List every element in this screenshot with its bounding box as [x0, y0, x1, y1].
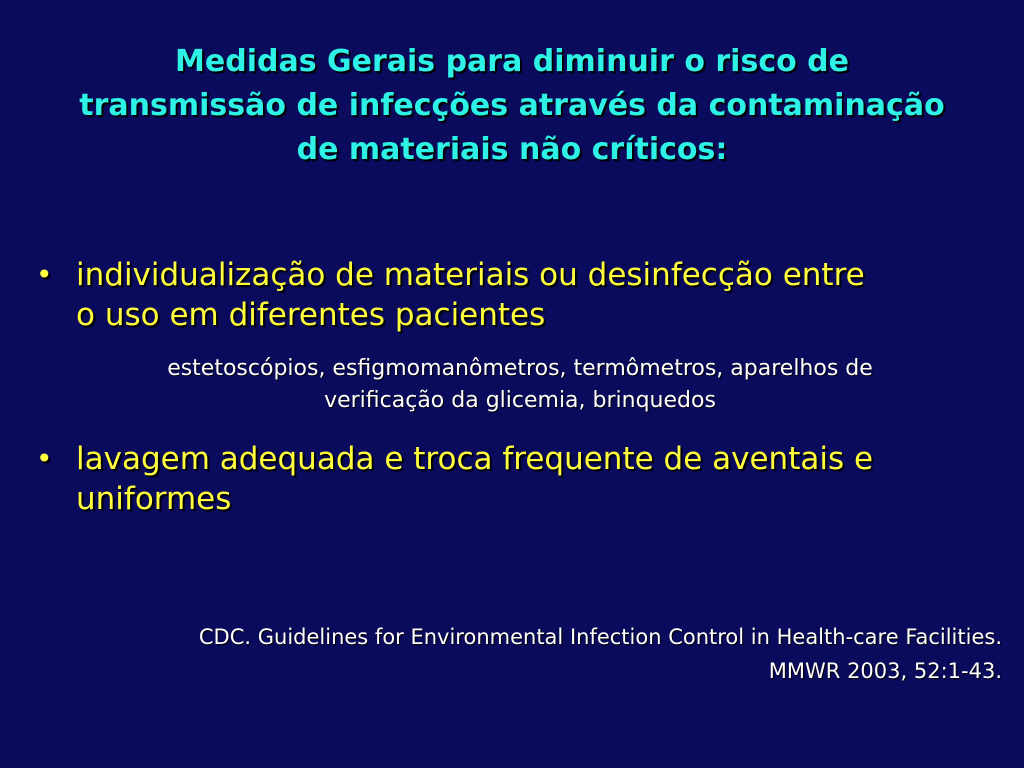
bullet-text-line: o uso em diferentes pacientes: [76, 297, 546, 333]
bullet-marker: •: [36, 442, 53, 475]
bullet-list: [30, 255, 990, 519]
title-line: Medidas Gerais para diminuir o risco de: [175, 44, 849, 79]
bullet-text-line: individualização de materiais ou desinfecção entre: [76, 257, 865, 293]
bullet-item: [30, 255, 990, 335]
bullet-text-line: uniformes: [76, 481, 232, 517]
citation-line: MMWR 2003, 52:1-43.: [768, 659, 1002, 683]
subnote-line: verificação da glicemia, brinquedos: [324, 388, 716, 413]
bullet-text-line: lavagem adequada e troca frequente de aventais e: [76, 441, 874, 477]
citation: [22, 620, 1002, 688]
title-line: transmissão de infecções através da contaminação: [79, 88, 945, 123]
slide-title: [20, 40, 1004, 172]
citation-line: CDC. Guidelines for Environmental Infection Control in Health-care Facilities.: [198, 625, 1002, 649]
bullet-subnote: [70, 353, 970, 417]
subnote-line: estetoscópios, esfigmomanômetros, termômetros, aparelhos de: [167, 356, 873, 381]
title-line: de materiais não críticos:: [296, 132, 728, 167]
bullet-item: [30, 439, 990, 519]
bullet-marker: •: [36, 258, 53, 291]
